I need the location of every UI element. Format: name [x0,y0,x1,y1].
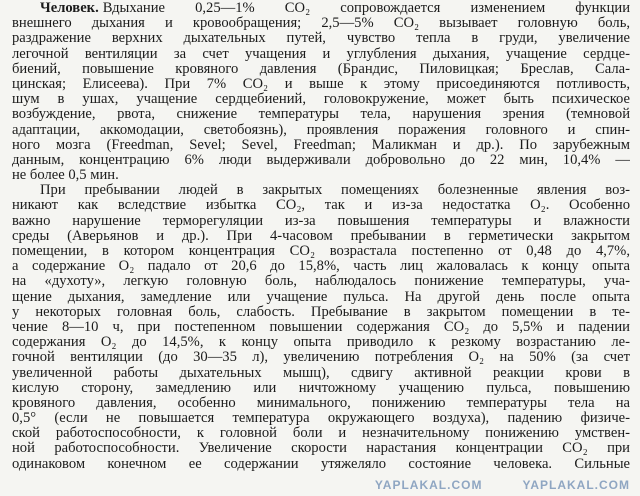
text-line: щение дыхания, замедление или учащение пульса. На другой день после опыта [12,289,630,305]
text-line: важно нарушение терморегуляции из-за повышения температуры и влажности [12,213,630,229]
text-line: на «духоту», легкую головную боль, наблюдалось понижение температуры, уча- [12,274,630,290]
text-line: внешнего дыхания и кровообращения; 2,5—5% CO₂ вызывает головную боль, [12,16,630,32]
text-line [12,1,630,16]
text-line: ской работоспособности, к головной боли и незначительному понижению умствен- [12,426,630,442]
text-line: чение 8—10 ч, при постепенном повышении содержания CO₂ до 5,5% и падении [12,319,630,335]
section-lead: Человек. [40,1,99,16]
watermark: YAPLAKAL.COM [522,478,630,492]
document-page [12,1,630,472]
text-line: При пребывании людей в закрытых помещениях болезненные явления воз- [40,183,630,199]
text-line: цинская; Елисеева). При 7% CO₂ и выше к этому присоединяются потливость, [12,76,630,92]
watermark-strip [12,476,630,494]
text-line: кислую сторону, замедлению или ничтожному учащению пульса, повышению [12,380,630,396]
text-line: 0,5° (если не повышается температура окружающего воздуха), падению физиче- [12,411,630,427]
text-line: раздражение верхних дыхательных путей, чувство тепла в груди, увеличение [12,31,630,47]
text-line: среды (Аверьянов и др.). При 4-часовом пребывании в герметически закрытом [12,228,630,244]
text-line: биений, повышение кровяного давления (Брандис, Пиловицкая; Бреслав, Сала- [12,61,630,77]
text-line: легочной вентиляции за счет учащения и углубления дыхания, учащение сердце- [12,46,630,62]
text-line: увеличенной работы дыхательных мышц), сдвигу активной реакции крови в [12,365,630,381]
text-line: одинаковом конечном ее содержании утяжеляло состояние человека. Сильные [12,456,630,472]
text-line: никают как вследствие избытка CO₂, так и из-за недостатка O₂. Особенно [12,198,630,214]
text-line: а содержание O₂ падало от 20,6 до 15,8%, часть лиц жаловалась к концу опыта [12,259,630,275]
text-line: адаптации, аккомодации, светобоязнь), проявления поражения головного и спин- [12,122,630,138]
text-line: возбуждение, рвота, снижение температуры тела, нарушения зрения (темновой [12,107,630,123]
text-line: кровяного давления, особенно минимального, понижению температуры тела на [12,395,630,411]
text-line: у некоторых головная боль, слабость. Пребывание в закрытом помещении в те- [12,304,630,320]
watermark: YAPLAKAL.COM [374,478,483,492]
text-line: ной работоспособности. Увеличение скорости нарастания концентрации CO₂ при [12,441,630,457]
text-line: гочной вентиляции (до 30—35 л), увеличению потребления O₂ на 50% (за счет [12,350,630,366]
text-line: помещении, в котором концентрация CO₂ возрастала постепенно от 0,48 до 4,7%, [12,244,630,259]
text-line: содержания O₂ до 14,5%, к концу опыта приводило к резкому возрастанию ле- [12,335,630,351]
text-span: Вдыхание 0,25—1% CO₂ сопровождается изменением функции [102,1,630,16]
text-line: ного мозга (Freedman, Sevel; Sevel, Freedman; Маликман и др.). По зарубежным [12,137,630,153]
text-line: не более 0,5 мин. [12,168,119,184]
text-line: данным, концентрацию 6% люди выдерживали добровольно до 22 мин, 10,4% — [12,152,630,168]
text-line: шум в ушах, учащение сердцебиений, головокружение, может быть психическое [12,92,630,108]
